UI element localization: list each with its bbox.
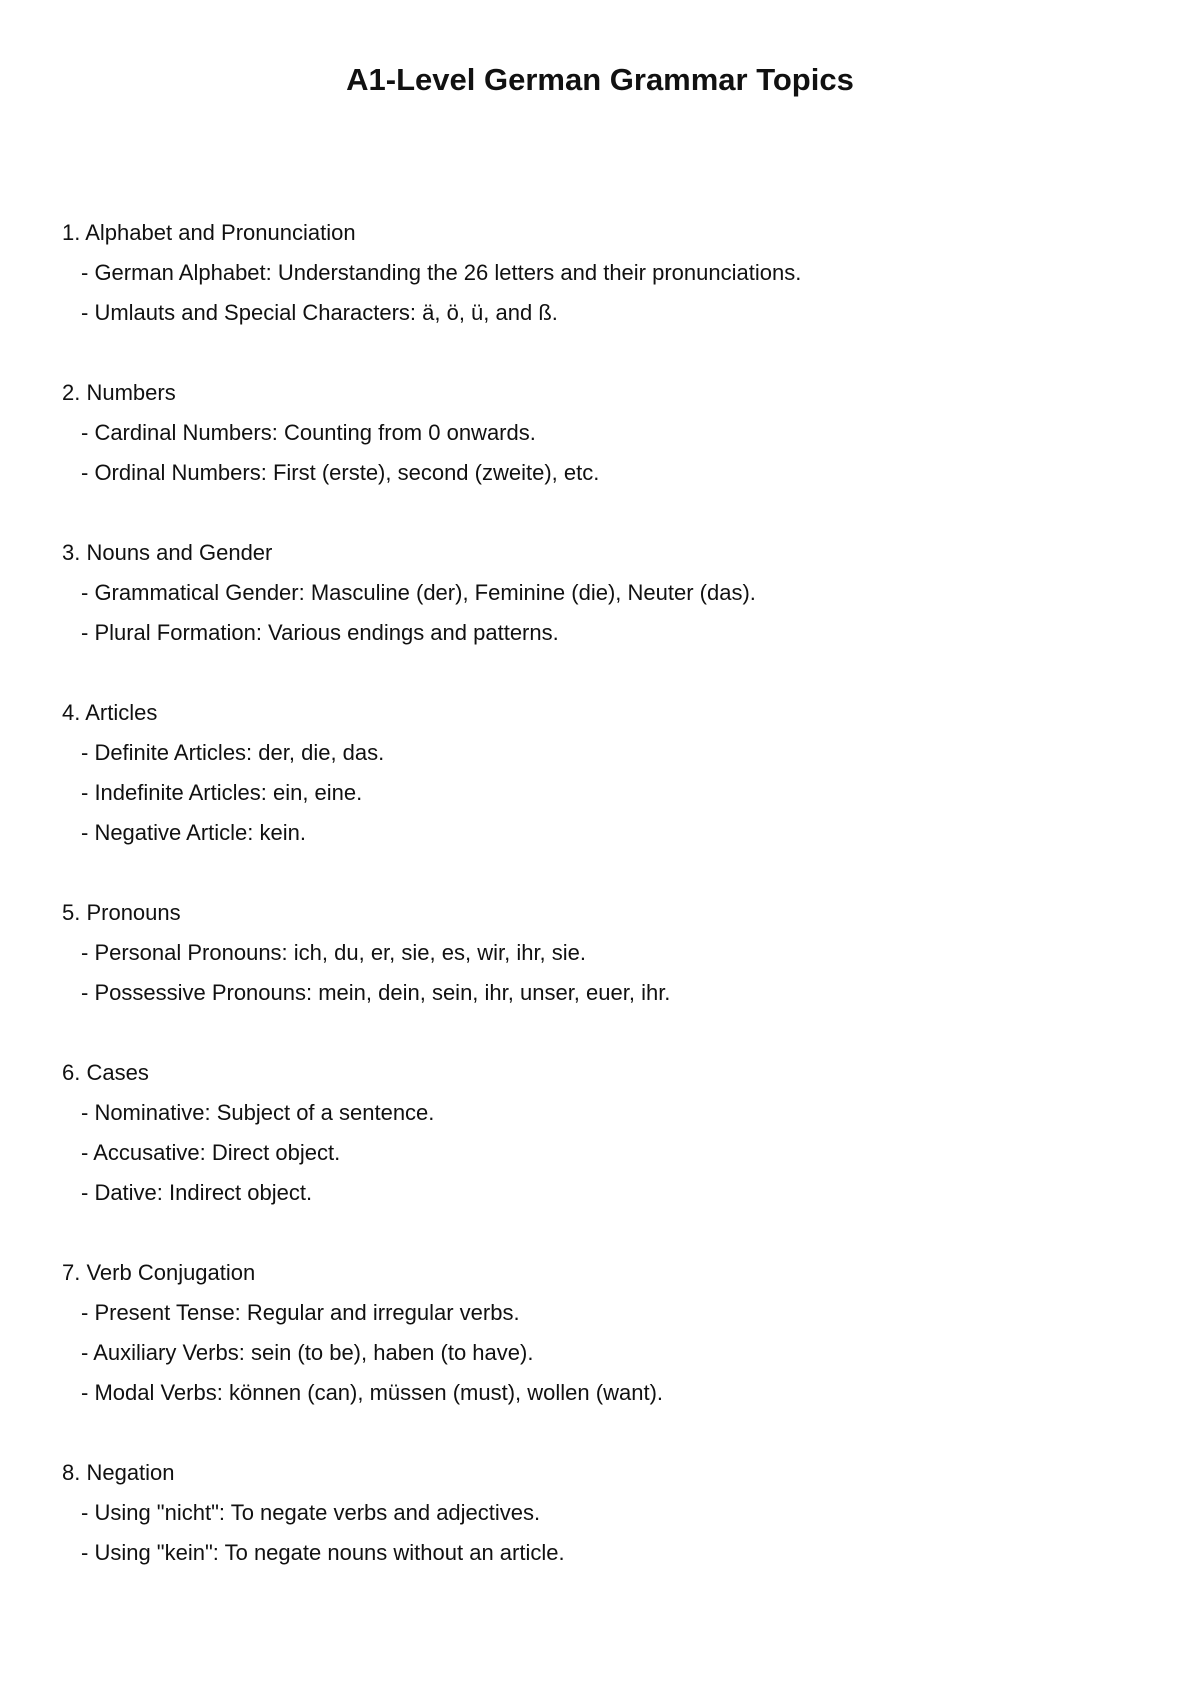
list-item: - Accusative: Direct object. [81,1140,341,1165]
bullet-list [62,413,1142,493]
section-cases [62,1053,1142,1213]
section-heading: 5. Pronouns [62,900,181,925]
section-heading: 8. Negation [62,1460,175,1485]
list-item: - Umlauts and Special Characters: ä, ö, ü, and ß. [81,300,558,325]
list-item: - Modal Verbs: können (can), müssen (must), wollen (want). [81,1380,664,1405]
bullet-list [62,1493,1142,1573]
bullet-list [62,733,1142,853]
section-articles [62,693,1142,853]
section-nouns-gender [62,533,1142,653]
section-heading: 1. Alphabet and Pronunciation [62,220,356,245]
section-numbers [62,373,1142,493]
list-item: - Using "kein": To negate nouns without an article. [81,1540,565,1565]
section-heading: 7. Verb Conjugation [62,1260,256,1285]
list-item: - Using "nicht": To negate verbs and adjectives. [81,1500,541,1525]
section-heading: 4. Articles [62,700,158,725]
list-item: - Dative: Indirect object. [81,1180,313,1205]
page-title: A1-Level German Grammar Topics [346,62,854,97]
list-item: - Definite Articles: der, die, das. [81,740,385,765]
section-heading: 3. Nouns and Gender [62,540,273,565]
bullet-list [62,933,1142,1013]
list-item: - Auxiliary Verbs: sein (to be), haben (to have). [81,1340,534,1365]
list-item: - Negative Article: kein. [81,820,306,845]
section-verb-conjugation [62,1253,1142,1413]
section-negation [62,1453,1142,1573]
section-pronouns [62,893,1142,1013]
list-item: - Indefinite Articles: ein, eine. [81,780,363,805]
list-item: - Personal Pronouns: ich, du, er, sie, es, wir, ihr, sie. [81,940,587,965]
section-heading: 6. Cases [62,1060,149,1085]
section-heading: 2. Numbers [62,380,176,405]
bullet-list [62,573,1142,653]
list-item: - Ordinal Numbers: First (erste), second (zweite), etc. [81,460,600,485]
list-item: - German Alphabet: Understanding the 26 letters and their pronunciations. [81,260,802,285]
bullet-list [62,1293,1142,1413]
bullet-list [62,253,1142,333]
list-item: - Present Tense: Regular and irregular verbs. [81,1300,520,1325]
list-item: - Possessive Pronouns: mein, dein, sein, ihr, unser, euer, ihr. [81,980,671,1005]
list-item: - Plural Formation: Various endings and patterns. [81,620,559,645]
list-item: - Grammatical Gender: Masculine (der), Feminine (die), Neuter (das). [81,580,756,605]
section-alphabet [62,213,1142,333]
topic-sections [62,213,1142,1613]
bullet-list [62,1093,1142,1213]
list-item: - Nominative: Subject of a sentence. [81,1100,435,1125]
list-item: - Cardinal Numbers: Counting from 0 onwards. [81,420,536,445]
